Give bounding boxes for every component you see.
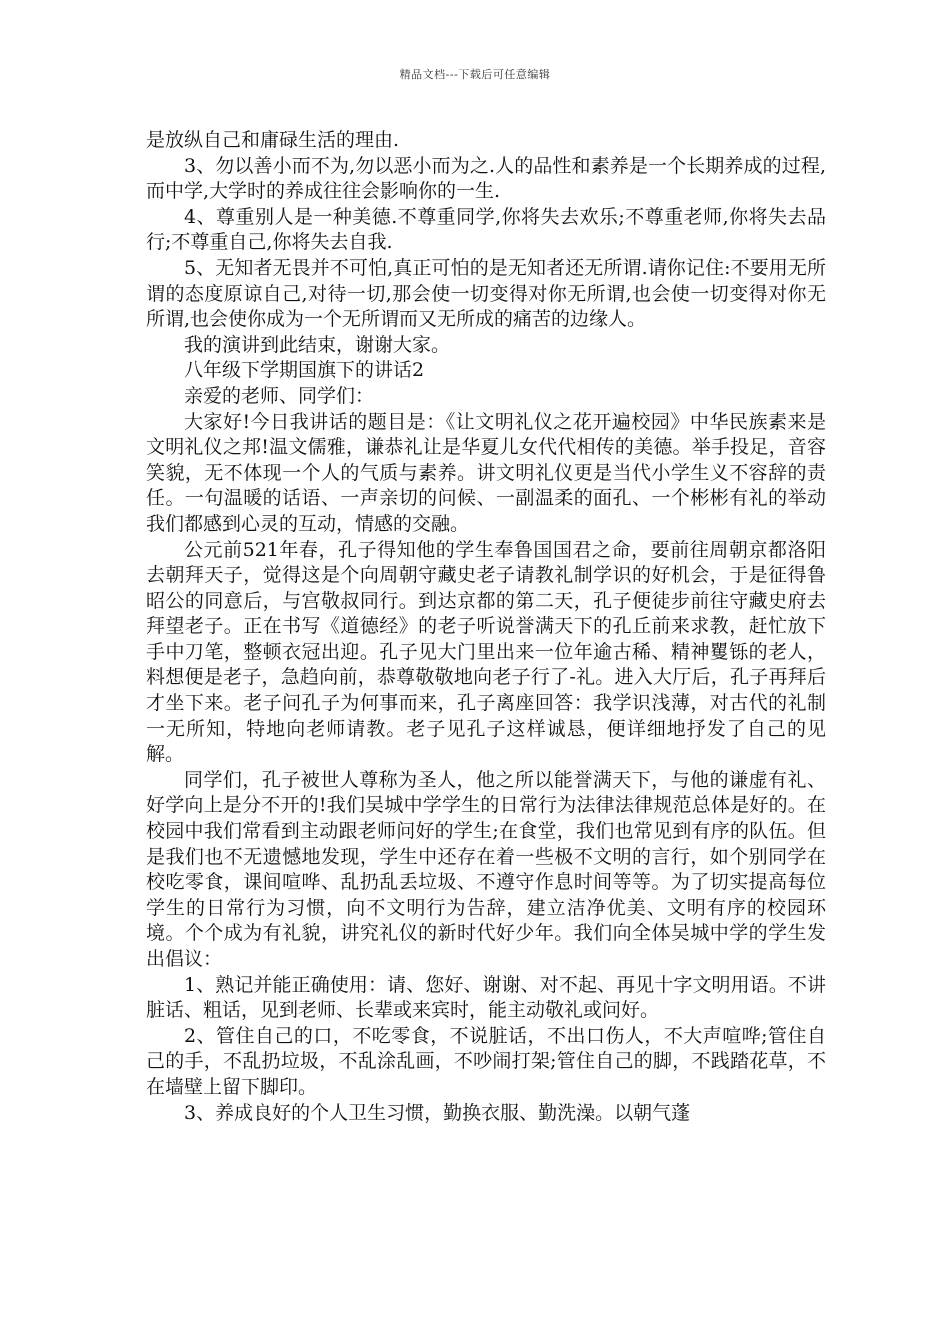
list-item: 1、熟记并能正确使用：请、您好、谢谢、对不起、再见十字文明用语。不讲脏话、粗话，见到老师、长辈或来宾时，能主动敬礼或问好。 — [146, 973, 826, 1022]
paragraph: 4、尊重别人是一种美德.不尊重同学,你将失去欢乐;不尊重老师,你将失去品行;不尊重自己,你将失去自我. — [146, 205, 826, 254]
list-item: 2、管住自己的口，不吃零食，不说脏话，不出口伤人，不大声喧哗;管住自己的手，不乱扔垃圾，不乱涂乱画，不吵闹打架;管住自己的脚，不践踏花草，不在墙壁上留下脚印。 — [146, 1024, 826, 1098]
salutation: 亲爱的老师、同学们： — [184, 384, 375, 407]
document-body — [146, 128, 826, 1126]
page-header: 精品文档---下载后可任意编辑 — [399, 68, 551, 81]
paragraph: 3、勿以善小而不为,勿以恶小而为之.人的品性和素养是一个长期养成的过程,而中学,大学时的养成往往会影响你的一生. — [146, 154, 826, 203]
section-title: 八年级下学期国旗下的讲话2 — [184, 359, 425, 382]
paragraph: 同学们，孔子被世人尊称为圣人，他之所以能誉满天下，与他的谦虚有礼、好学向上是分不开的!我们吴城中学学生的日常行为法律法律规范总体是好的。在校园中我们常看到主动跟老师问好的学生;在食堂，我们也常见到有序的队伍。但是我们也不无遗憾地发现，学生中还存在着一些极不文明的言行，如个别同学在校吃零食，课间喧哗、乱扔乱丢垃圾、不遵守作息时间等等。为了切实提高每位学生的日常行为习惯，向不文明行为告辞，建立洁净优美、文明有序的校园环境。个个成为有礼貌，讲究礼仪的新时代好少年。我们向全体吴城中学的学生发出倡议： — [146, 768, 826, 970]
paragraph: 大家好!今日我讲话的题目是：《让文明礼仪之花开遍校园》中华民族素来是文明礼仪之邦!温文儒雅，谦恭礼让是华夏儿女代代相传的美德。举手投足，音容笑貌，无不体现一个人的气质与素养。讲文明礼仪更是当代小学生义不容辞的责任。一句温暖的话语、一声亲切的问候、一副温柔的面孔、一个彬彬有礼的举动我们都感到心灵的互动，情感的交融。 — [146, 410, 826, 535]
paragraph: 我的演讲到此结束，谢谢大家。 — [184, 333, 451, 356]
list-item: 3、养成良好的个人卫生习惯，勤换衣服、勤洗澡。以朝气蓬 — [184, 1101, 691, 1124]
paragraph: 是放纵自己和庸碌生活的理由. — [146, 129, 400, 151]
paragraph: 5、无知者无畏并不可怕,真正可怕的是无知者还无所谓.请你记住:不要用无所谓的态度原谅自己,对待一切,那会使一切变得对你无所谓,也会使一切变得对你无所谓,也会使你成为一个无所谓而又无所成的痛苦的边缘人。 — [146, 256, 826, 331]
paragraph: 公元前521年春，孔子得知他的学生奉鲁国国君之命，要前往周朝京都洛阳去朝拜天子，觉得这是个向周朝守藏史老子请教礼制学识的好机会，于是征得鲁昭公的同意后，与宫敬叔同行。到达京都的第二天，孔子便徒步前往守藏史府去拜望老子。正在书写《道德经》的老子听说誉满天下的孔丘前来求教，赶忙放下手中刀笔，整顿衣冠出迎。孔子见大门里出来一位年逾古稀、精神矍铄的老人，料想便是老子，急趋向前，恭尊敬敬地向老子行了-礼。进入大厅后，孔子再拜后才坐下来。老子问孔子为何事而来，孔子离座回答：我学识浅薄，对古代的礼制一无所知，特地向老师请教。老子见孔子这样诚恳，便详细地抒发了自己的见解。 — [146, 538, 826, 766]
